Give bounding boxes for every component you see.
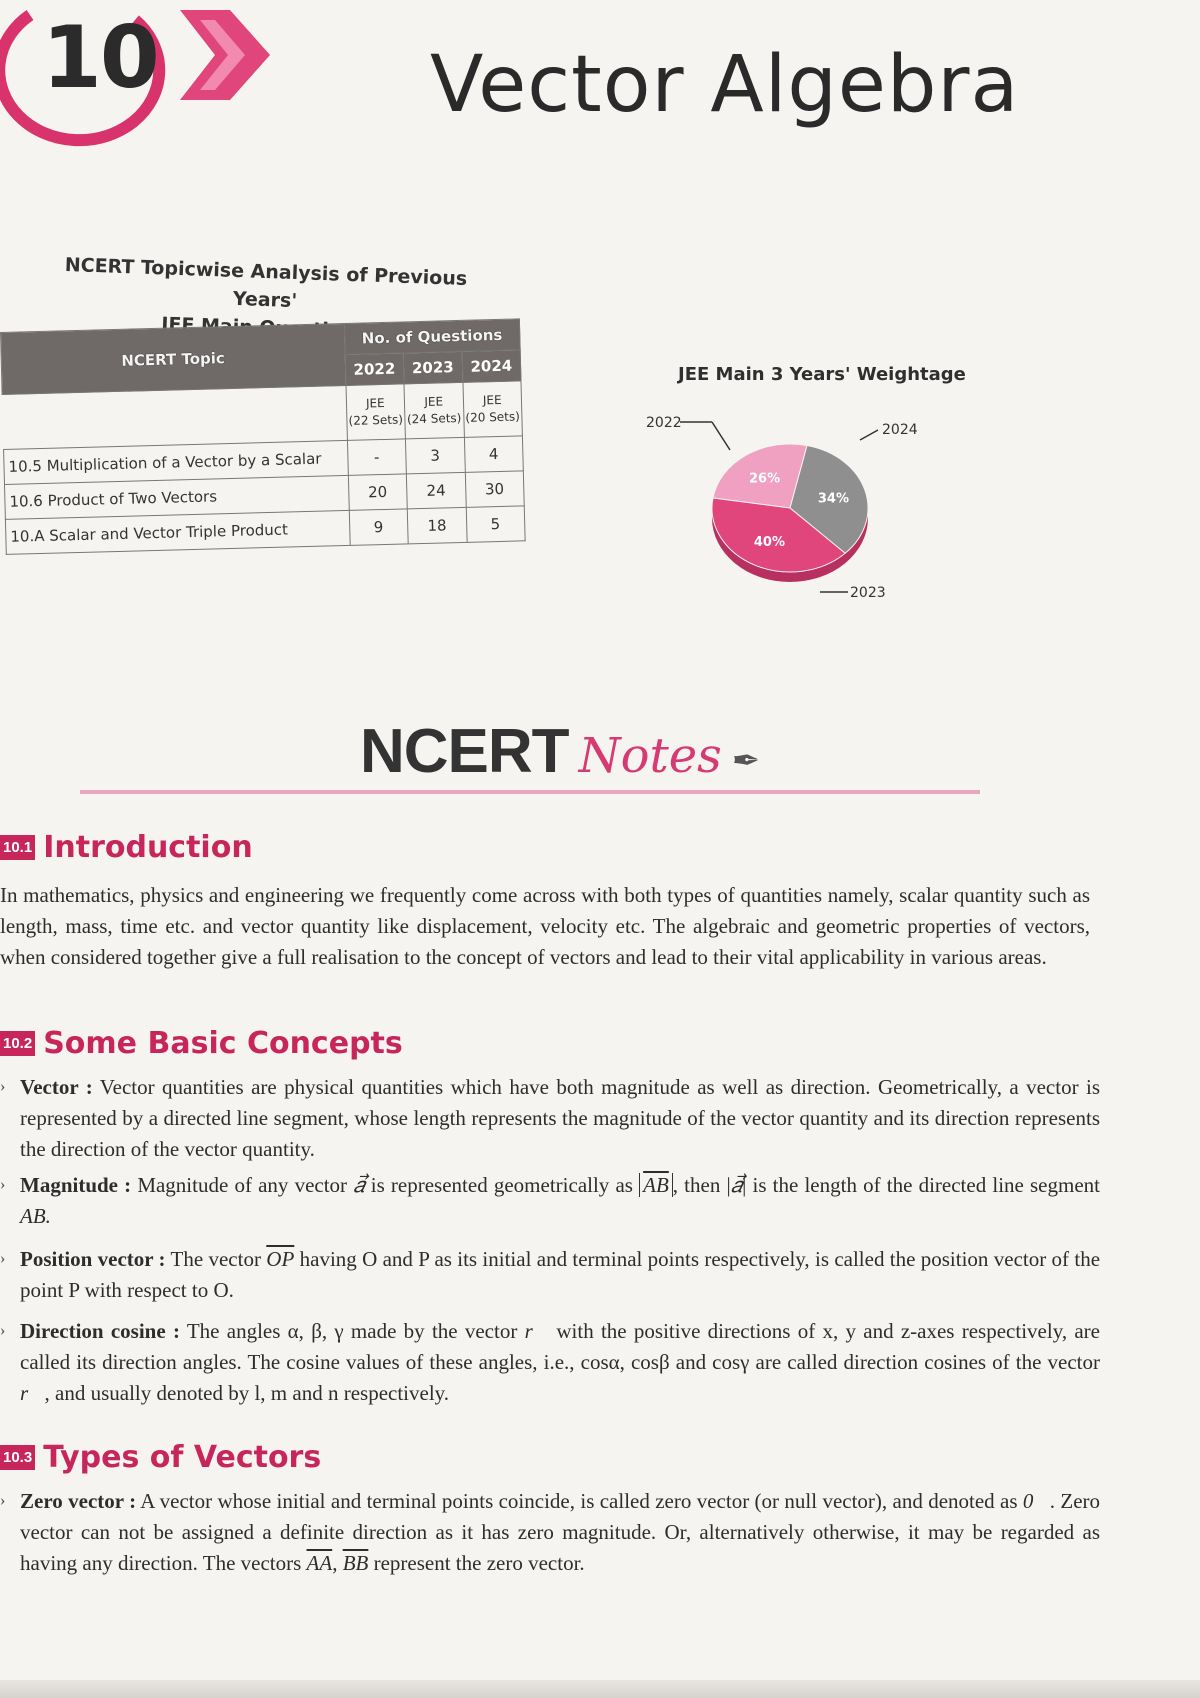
year-header: 2023 xyxy=(403,351,462,384)
pen-icon: ✒ xyxy=(731,743,761,780)
value-cell: 5 xyxy=(466,506,525,543)
analysis-heading-line2: JEE xyxy=(160,313,195,337)
notes-script: Notes xyxy=(578,728,722,784)
pie-label-2023: 2023 xyxy=(850,585,886,601)
col-topic-header: NCERT Topic xyxy=(1,323,346,394)
section-title: Some Basic Concepts xyxy=(43,1026,403,1061)
section-title: Types of Vectors xyxy=(43,1440,322,1475)
value-cell: 4 xyxy=(464,436,523,473)
col-questions-header: No. of Questions xyxy=(344,319,520,355)
pie-slice-value-2024: 34% xyxy=(817,491,850,507)
pie-label-2024: 2024 xyxy=(882,422,918,438)
section-number: 10.2 xyxy=(0,1031,35,1056)
chapter-number: 10 xyxy=(42,8,158,108)
pie-label-2022: 2022 xyxy=(646,415,682,431)
pie-slice-value-2023: 40% xyxy=(753,535,786,551)
section-intro-heading xyxy=(0,830,253,865)
section-number: 10.3 xyxy=(0,1445,35,1470)
value-cell: 30 xyxy=(465,471,524,508)
chapter-title: Vector Algebra xyxy=(430,40,1020,130)
vector-definition: Vector : Vector quantities are physical quantities which have both magnitude as well as direction. Geometrically, a vector is represented by a directed line segment, whose length represents the magnitude of the vector quantity and its direction represents the direction of the vector quantity. xyxy=(20,1075,1101,1161)
notes-banner xyxy=(360,716,760,787)
direction-cosine-definition: Direction cosine : The angles α, β, γ made by the vector r⃗ with the positive directions of x, y and z-axes respectively, are called its direction angles. The cosine values of these angles, i.e., cosα, cosβ and cosγ are called direction cosines of the vector r⃗, and usually denoted by l, m and n respectively. xyxy=(20,1319,1100,1405)
topic-cell: 10.5 Multiplication of a Vector by a Scalar xyxy=(4,440,348,484)
analysis-table xyxy=(0,318,526,555)
blank-cell xyxy=(2,385,347,449)
bullet-icon: › xyxy=(0,1176,6,1193)
value-cell: - xyxy=(347,439,406,476)
intro-paragraph: In mathematics, physics and engineering we frequently come across with both types of quantities namely, scalar quantity such as length, mass, time etc. and vector quantity like displacement, velocity etc. The algebraic and geometric properties of vectors, when considered together give a full realisation to the concept of vectors and lead to their vital applicability in various areas. xyxy=(0,883,1090,969)
year-header: 2024 xyxy=(462,350,521,383)
topic-cell: 10.6 Product of Two Vectors xyxy=(4,475,348,519)
value-cell: 24 xyxy=(406,472,465,509)
bullet-icon: › xyxy=(0,1078,6,1095)
section-number: 10.1 xyxy=(0,835,35,860)
sets-header: JEE (20 Sets) xyxy=(462,381,522,438)
topic-cell: 10.A Scalar and Vector Triple Product xyxy=(5,510,349,554)
pie-chart xyxy=(646,400,920,610)
value-cell: 3 xyxy=(405,437,464,474)
value-cell: 18 xyxy=(407,507,466,544)
notes-divider xyxy=(80,790,980,794)
bullet-icon: › xyxy=(0,1322,6,1339)
value-cell: 9 xyxy=(349,509,408,546)
pie-title: JEE Main 3 Years' Weightage xyxy=(678,364,966,385)
zero-vector-definition: Zero vector : A vector whose initial and terminal points coincide, is called zero vector (or null vector), and denoted as 0⃗. Zero vector can not be assigned a definite direction as it has zero magnitude. Or, alternatively otherwise, it may be regarded as having any direction. The vectors $\overline{AA}$, $\overline{BB}$ represent the zero vector. xyxy=(20,1489,1101,1575)
sets-header: JEE (24 Sets) xyxy=(404,382,464,439)
magnitude-definition: Magnitude : Magnitude of any vector 𝑎⃗ is represented geometrically as $\overline{AB}$ , then |𝑎⃗| is the length of the directed line segment AB. xyxy=(20,1173,1100,1228)
value-cell: 20 xyxy=(348,474,407,511)
year-header: 2022 xyxy=(345,353,404,386)
bullet-icon: › xyxy=(0,1492,6,1509)
section-title: Introduction xyxy=(43,830,253,865)
bullet-icon: › xyxy=(0,1250,6,1267)
section-basic-heading xyxy=(0,1026,403,1061)
pie-slice-value-2022: 26% xyxy=(749,471,781,487)
notes-ncert: NCERT xyxy=(360,717,569,786)
analysis-heading-line1: NCERT Topicwise Analysis of Previous Years' xyxy=(64,253,468,313)
section-types-heading xyxy=(0,1440,321,1475)
page-edge xyxy=(0,1680,1200,1698)
sets-header: JEE (22 Sets) xyxy=(346,384,406,441)
position-vector-definition: Position vector : The vector $\overline{OP}$ having O and P as its initial and terminal points respectively, is called the position vector of the point P with respect to O. xyxy=(20,1247,1101,1302)
